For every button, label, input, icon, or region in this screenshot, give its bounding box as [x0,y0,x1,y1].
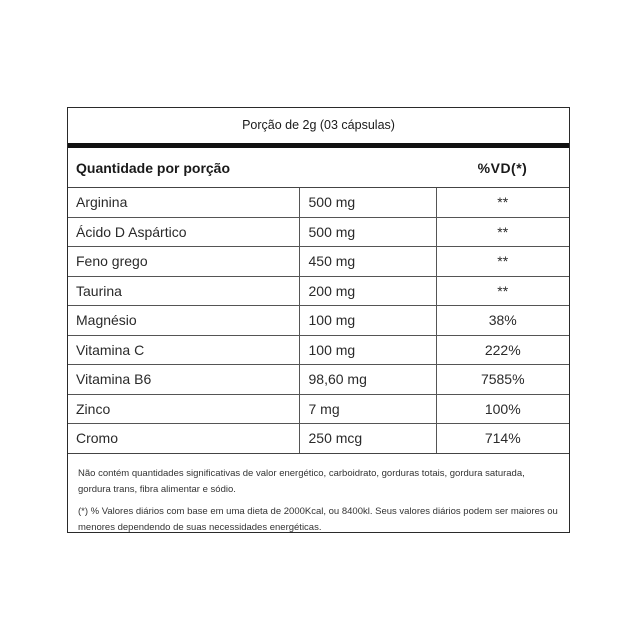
footnote-daily-values: (*) % Valores diários com base em uma dieta de 2000Kcal, ou 8400kl. Seus valores diários podem ser maiores ou menores dependendo de suas necessidades energéticas. [78,505,558,533]
table-row [68,424,569,454]
nutrient-daily-value: 222% [436,335,569,365]
table-row [68,276,569,306]
nutrient-amount: 100 mg [299,335,436,365]
footnotes [68,454,569,536]
nutrient-daily-value: ** [436,188,569,217]
nutrient-name: Arginina [68,188,299,217]
nutrient-amount: 500 mg [299,217,436,247]
nutrient-daily-value: ** [436,247,569,277]
table-row [68,247,569,277]
nutrient-name: Feno grego [68,247,299,277]
nutrient-amount: 500 mg [299,188,436,217]
header-quantity: Quantidade por porção [76,159,231,176]
nutrient-amount: 98,60 mg [299,365,436,395]
table-row [68,306,569,336]
nutrition-facts-panel [67,107,570,533]
header-daily-value: %VD(*) [477,159,528,176]
nutrient-name: Magnésio [68,306,299,336]
table-row [68,365,569,395]
table-row [68,335,569,365]
nutrient-name: Zinco [68,394,299,424]
nutrient-name: Vitamina B6 [68,365,299,395]
nutrient-daily-value: 100% [436,394,569,424]
nutrition-table [68,188,569,454]
nutrient-daily-value: 7585% [436,365,569,395]
table-row [68,394,569,424]
nutrient-daily-value: 38% [436,306,569,336]
nutrient-name: Taurina [68,276,299,306]
table-row [68,217,569,247]
table-row [68,188,569,217]
nutrient-amount: 450 mg [299,247,436,277]
nutrient-amount: 200 mg [299,276,436,306]
nutrient-name: Vitamina C [68,335,299,365]
nutrient-daily-value: 714% [436,424,569,454]
nutrient-amount: 250 mcg [299,424,436,454]
nutrient-amount: 7 mg [299,394,436,424]
nutrient-name: Ácido D Aspártico [68,217,299,247]
table-header [68,148,569,188]
footnote-not-significant: Não contém quantidades significativas de valor energético, carboidrato, gorduras totais, gordura saturada, gordura trans, fibra alimentar e sódio. [78,467,525,495]
serving-size: Porção de 2g (03 cápsulas) [68,108,569,148]
nutrient-daily-value: ** [436,276,569,306]
nutrient-amount: 100 mg [299,306,436,336]
nutrient-name: Cromo [68,424,299,454]
nutrient-daily-value: ** [436,217,569,247]
